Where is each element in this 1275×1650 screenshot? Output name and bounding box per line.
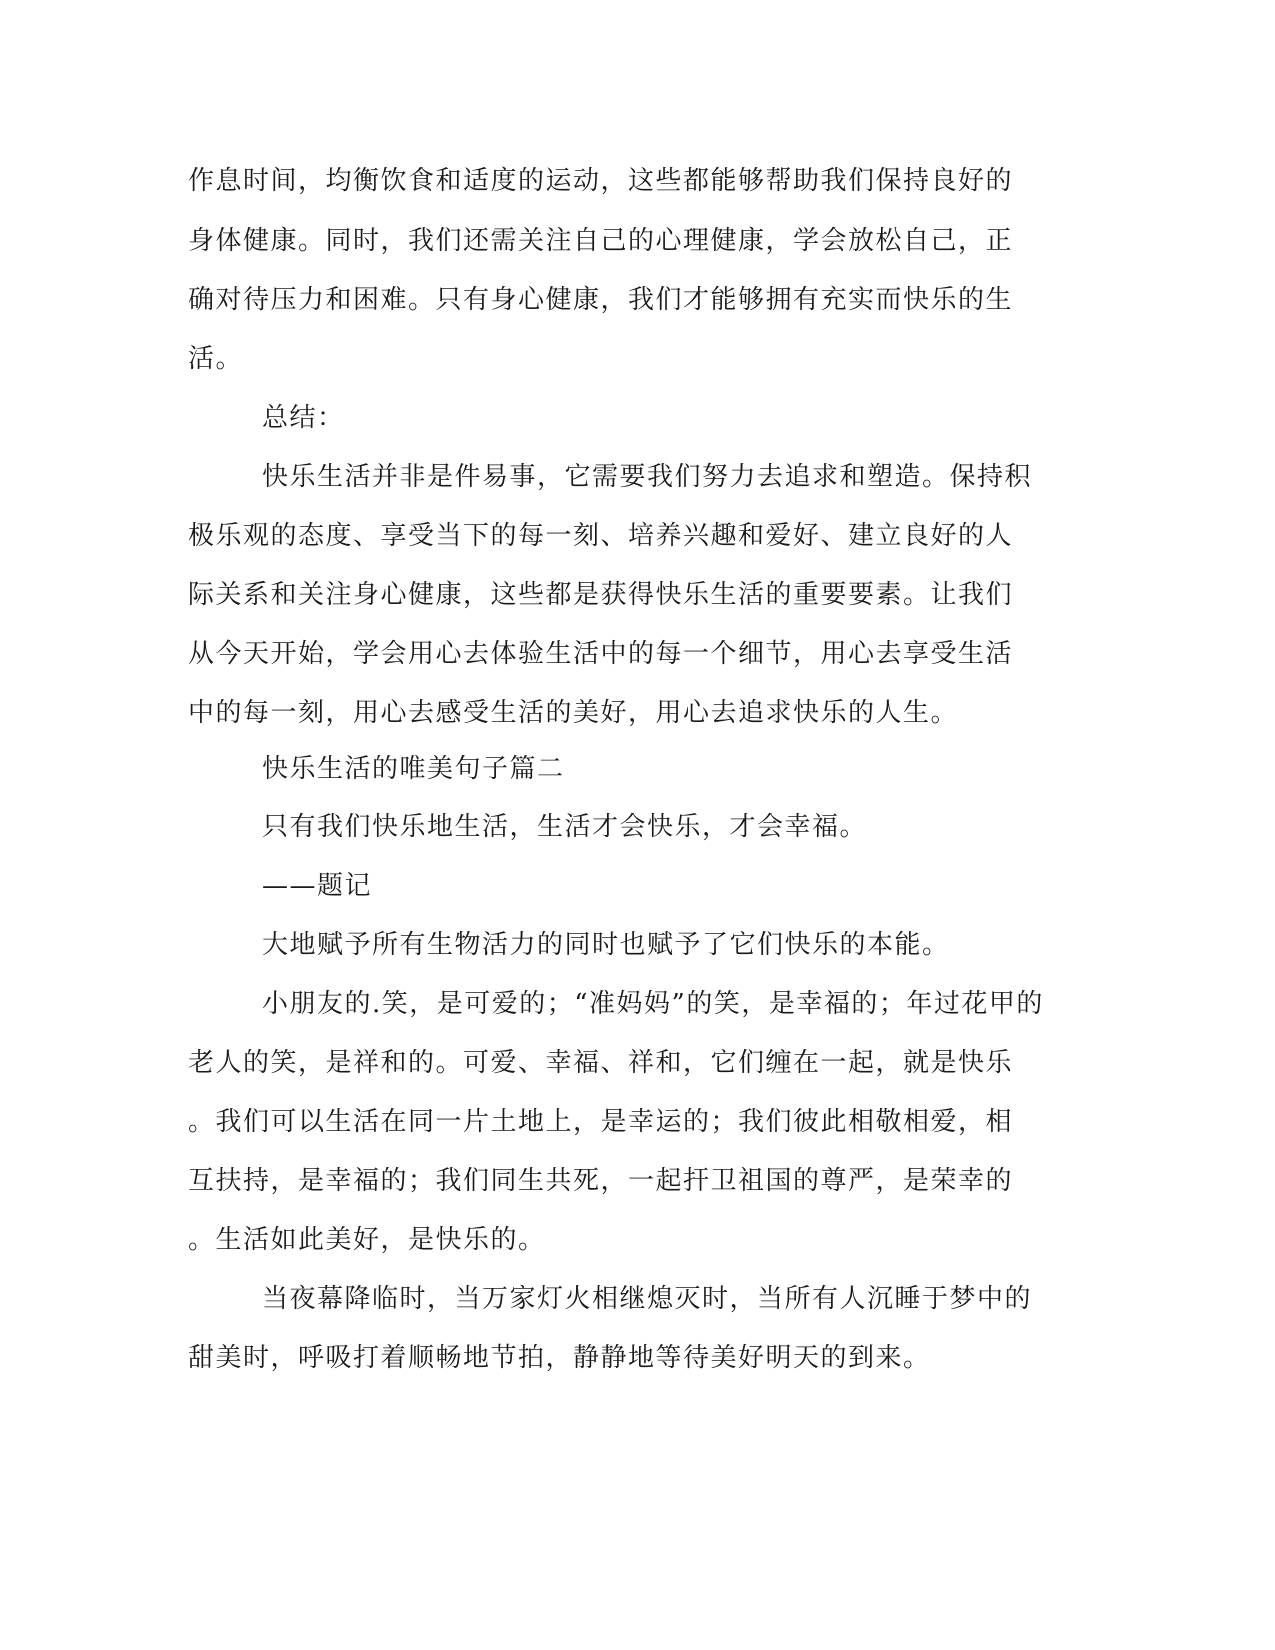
text-line: 。生活如此美好，是快乐的。: [188, 1225, 546, 1255]
text-line: 老人的笑，是祥和的。可爱、幸福、祥和，它们缠在一起，就是快乐: [188, 1048, 1014, 1078]
text-line: 互扶持，是幸福的；我们同生共死，一起扞卫祖国的尊严，是荣幸的: [188, 1166, 1014, 1196]
text-line: 中的每一刻，用心去感受生活的美好，用心去追求快乐的人生。: [188, 698, 959, 728]
article-title: 快乐生活的唯美句子篇二: [262, 754, 565, 784]
text-line: 当夜幕降临时，当万家灯火相继熄灭时，当所有人沉睡于梦中的: [262, 1284, 1033, 1314]
text-line: 甜美时，呼吸打着顺畅地节拍，静静地等待美好明天的到来。: [188, 1343, 931, 1373]
epigraph: 只有我们快乐地生活，生活才会快乐，才会幸福。: [262, 812, 868, 842]
text-line: 极乐观的态度、享受当下的每一刻、培养兴趣和爱好、建立良好的人: [188, 521, 1014, 551]
text-line: 作息时间，均衡饮食和适度的运动，这些都能够帮助我们保持良好的: [188, 166, 1014, 196]
text-line: 。我们可以生活在同一片土地上，是幸运的；我们彼此相敬相爱，相: [188, 1107, 1014, 1137]
text-line: 确对待压力和困难。只有身心健康，我们才能够拥有充实而快乐的生: [188, 285, 1014, 315]
text-line: 大地赋予所有生物活力的同时也赋予了它们快乐的本能。: [262, 930, 950, 960]
text-line: 快乐生活并非是件易事，它需要我们努力去追求和塑造。保持积: [262, 462, 1033, 492]
text-line: 身体健康。同时，我们还需关注自己的心理健康，学会放松自己，正: [188, 226, 1014, 256]
text-line: 际关系和关注身心健康，这些都是获得快乐生活的重要要素。让我们: [188, 580, 1014, 610]
text-line: 从今天开始，学会用心去体验生活中的每一个细节，用心去享受生活: [188, 639, 1014, 669]
text-line: 小朋友的.笑，是可爱的；“准妈妈”的笑，是幸福的；年过花甲的: [262, 989, 1044, 1019]
text-line: 活。: [188, 344, 244, 374]
section-heading: 总结：: [262, 403, 345, 433]
epigraph-attribution: ——题记: [262, 871, 373, 901]
